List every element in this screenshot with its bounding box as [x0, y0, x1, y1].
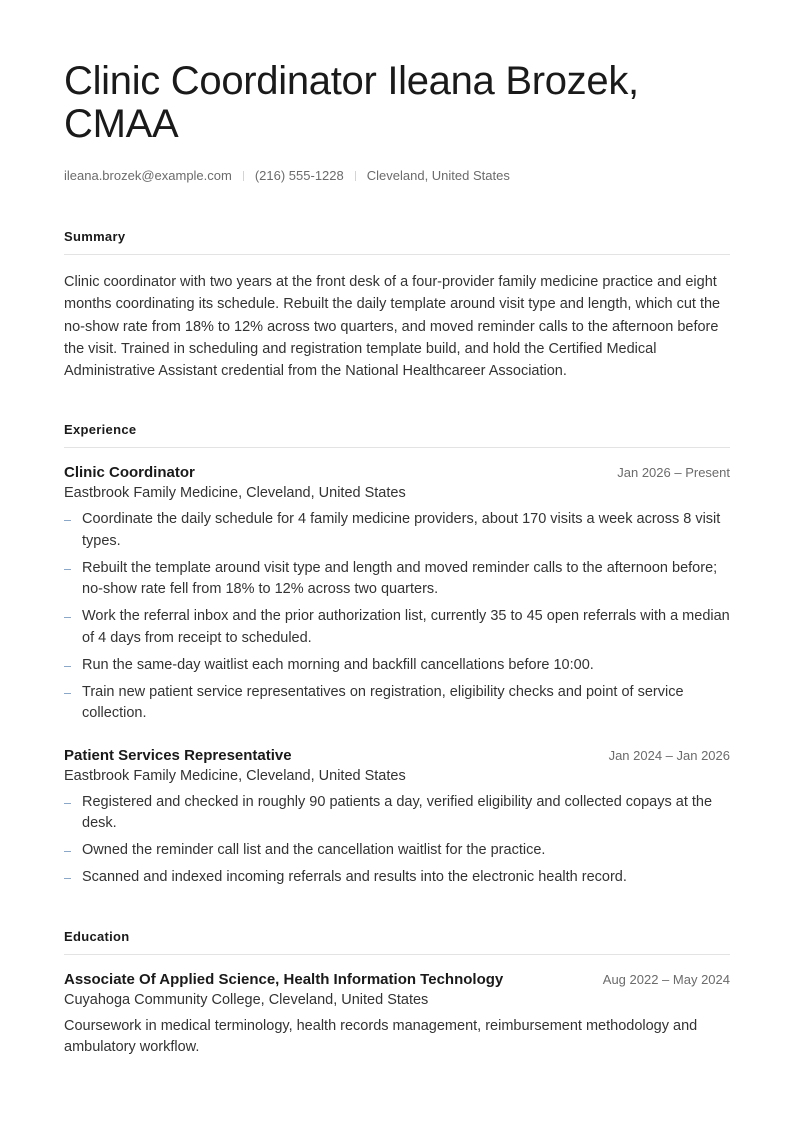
job-bullets [64, 792, 730, 889]
job-bullets [64, 509, 730, 725]
degree-title: Associate Of Applied Science, Health Information Technology [64, 970, 504, 988]
job-title: Patient Services Representative [64, 746, 292, 764]
contact-location: Cleveland, United States [366, 168, 510, 183]
contact-line [64, 168, 730, 183]
contact-divider [355, 171, 356, 181]
experience-section [64, 422, 730, 889]
job-dates: Jan 2024 – Jan 2026 [608, 747, 730, 763]
contact-divider [243, 171, 244, 181]
bullet-item: Train new patient service representatives on registration, eligibility checks and point of service collection. [64, 682, 730, 725]
summary-section [64, 229, 730, 382]
experience-entry [64, 747, 730, 889]
job-title: Clinic Coordinator [64, 464, 195, 482]
contact-email[interactable]: ileana.brozek@example.com [64, 168, 232, 183]
bullet-item: Run the same-day waitlist each morning and backfill cancellations before 10:00. [64, 655, 730, 677]
bullet-item: Work the referral inbox and the prior authorization list, currently 35 to 45 open referrals with a median of 4 days from receipt to scheduled. [64, 606, 730, 649]
bullet-item: Rebuilt the template around visit type and length and moved reminder calls to the afternoon before; no-show rate fell from 18% to 12% across two quarters. [64, 558, 730, 601]
bullet-item: Scanned and indexed incoming referrals and results into the electronic health record. [64, 867, 730, 889]
job-organization: Eastbrook Family Medicine, Cleveland, United States [64, 485, 406, 502]
entry-header [64, 747, 730, 764]
job-dates: Jan 2026 – Present [617, 465, 730, 481]
contact-phone[interactable]: (216) 555-1228 [254, 168, 344, 183]
education-entry [64, 971, 730, 1059]
section-title: Summary [64, 229, 730, 255]
entry-header [64, 971, 730, 988]
school-name: Cuyahoga Community College, Cleveland, United States [64, 991, 429, 1008]
education-dates: Aug 2022 – May 2024 [602, 971, 730, 987]
section-title: Experience [64, 422, 730, 448]
education-description: Coursework in medical terminology, health records management, reimbursement methodology and ambulatory workflow. [64, 1017, 698, 1056]
education-section [64, 929, 730, 1059]
bullet-item: Owned the reminder call list and the cancellation waitlist for the practice. [64, 840, 730, 862]
bullet-item: Coordinate the daily schedule for 4 family medicine providers, about 170 visits a week across 8 visit types. [64, 509, 730, 552]
candidate-name: Clinic Coordinator Ileana Brozek, CMAA [64, 59, 639, 146]
section-title: Education [64, 929, 730, 955]
experience-entry [64, 464, 730, 725]
summary-text: Clinic coordinator with two years at the front desk of a four-provider family medicine practice and eight months coordinating its schedule. Rebuilt the daily template around visit type and length, which cut the no-show rate from 18% to 12% across two quarters, and moved reminder calls to the afternoon before the visit. Trained in scheduling and registration template build, and hold the Certified Medical Administrative Assistant credential from the National Healthcareer Association. [64, 274, 721, 380]
entry-header [64, 464, 730, 481]
job-organization: Eastbrook Family Medicine, Cleveland, United States [64, 767, 406, 784]
bullet-item: Registered and checked in roughly 90 patients a day, verified eligibility and collected copays at the desk. [64, 792, 730, 835]
